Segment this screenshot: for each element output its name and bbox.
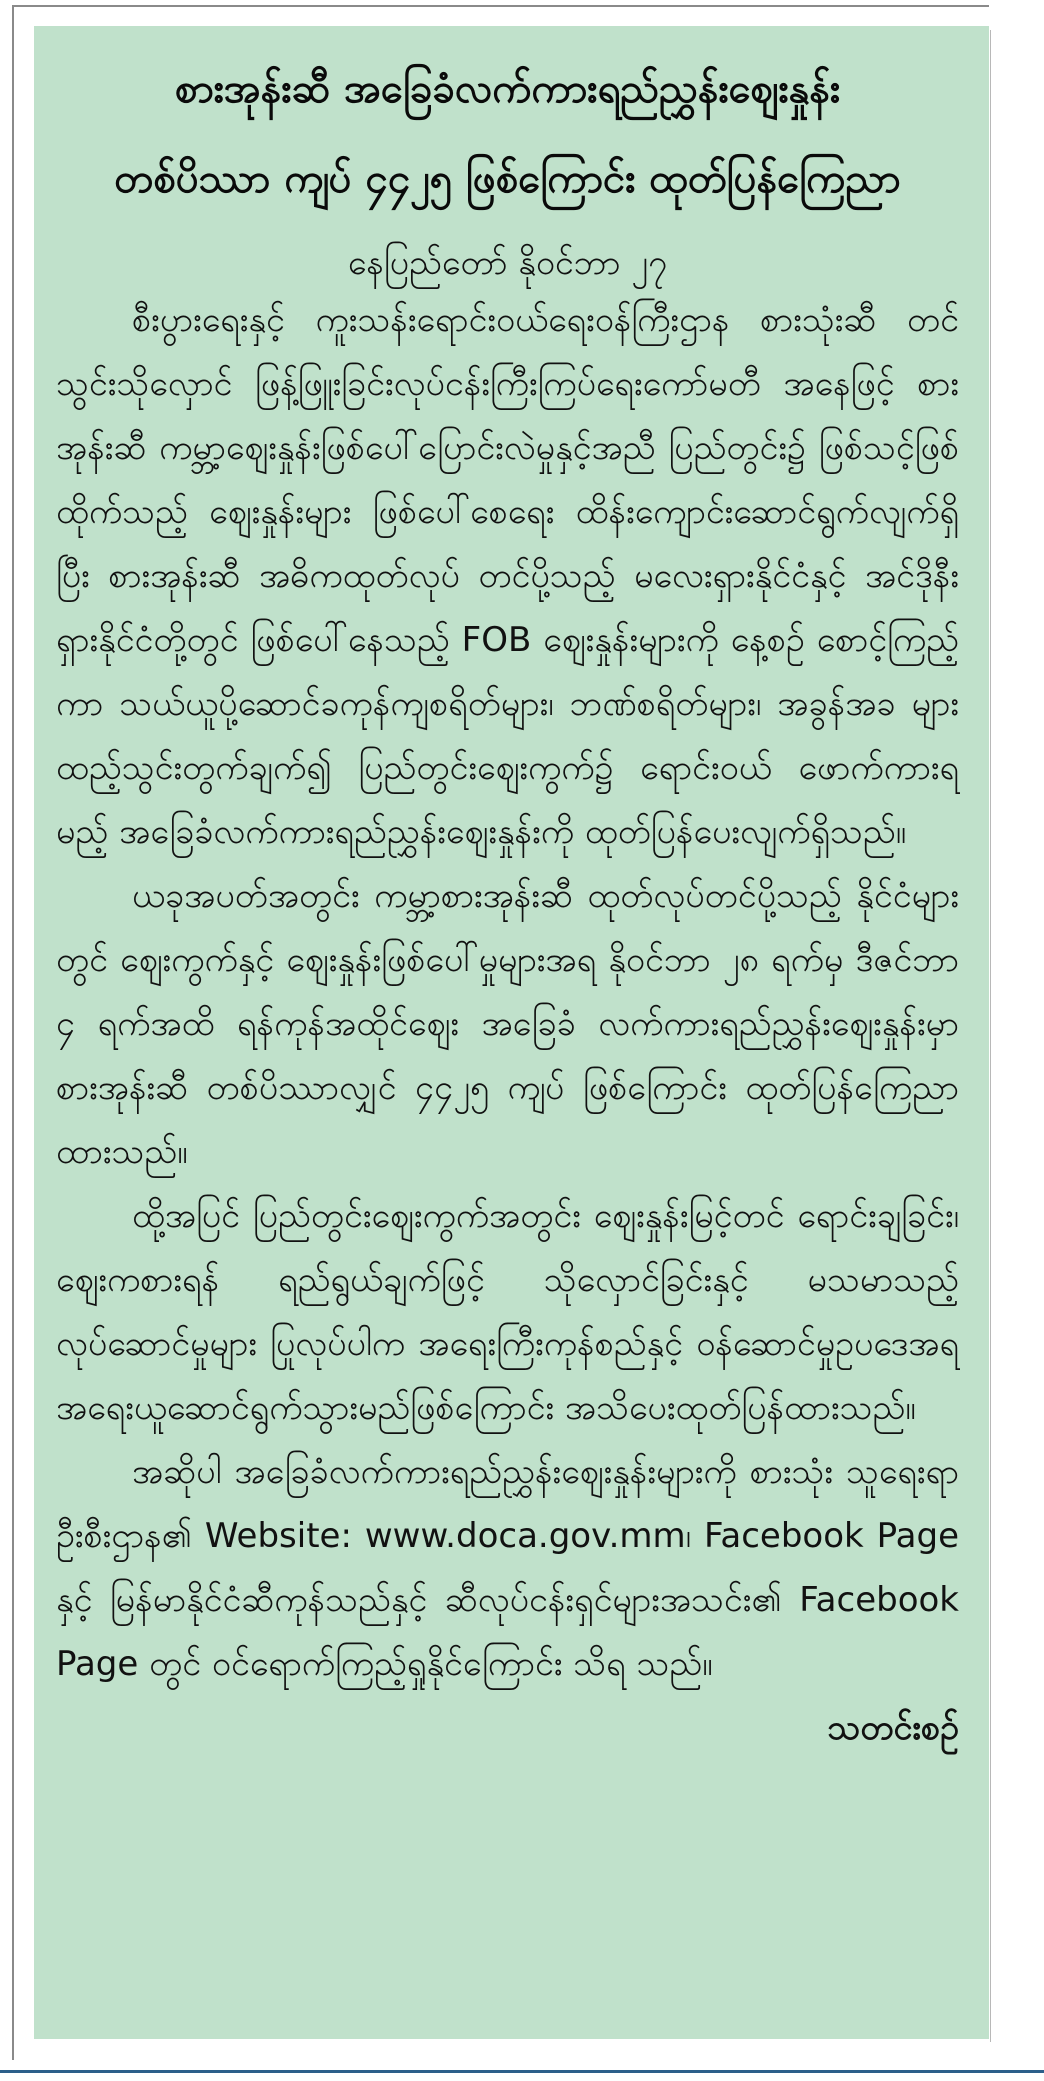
article-paragraph-4: အဆိုပါ အခြေခံလက်ကားရည်ညွှန်းဈေးနှုန်းများကို စားသုံး သူရေးရာဦးစီးဌာန၏ Website: www.doca.gov.mm၊ Facebook Page နှင့် မြန်မာနိုင်ငံဆီကုန်သည်နှင့် ဆီလုပ်ငန်းရှင်များအသင်း၏ Facebook Page တွင် ဝင်ရောက်ကြည့်ရှုနိုင်ကြောင်း သိရ သည်။ — [56, 1452, 959, 1684]
article-paragraph-2: ယခုအပတ်အတွင်း ကမ္ဘာ့စားအုန်းဆီ ထုတ်လုပ်တင်ပို့သည့် နိုင်ငံများတွင် ဈေးကွက်နှင့် ဈေးနှုန်းဖြစ်ပေါ်မှုများအရ နိုဝင်ဘာ ၂၈ ရက်မှ ဒီဇင်ဘာ ၄ ရက်အထိ ရန်ကုန်အထိုင်ဈေး အခြေခံ လက်ကားရည်ညွှန်းဈေးနှုန်းမှာ စားအုန်းဆီ တစ်ပိဿာလျှင် ၄၄၂၅ ကျပ် ဖြစ်ကြောင်း ထုတ်ပြန်ကြေညာထားသည်။ — [56, 876, 959, 1172]
article-paragraph-3: ထို့အပြင် ပြည်တွင်းဈေးကွက်အတွင်း ဈေးနှုန်းမြင့်တင် ရောင်းချခြင်း၊ ဈေးကစားရန် ရည်ရွယ်ချက်ဖြင့် သိုလှောင်ခြင်းနှင့် မသမာသည့် လုပ်ဆောင်မှုများ ပြုလုပ်ပါက အရေးကြီးကုန်စည်နှင့် ဝန်ဆောင်မှုဥပဒေအရ အရေးယူဆောင်ရွက်သွားမည်ဖြစ်ကြောင်း အသိပေးထုတ်ပြန်ထားသည်။ — [56, 1196, 959, 1428]
right-border-rule — [990, 30, 991, 2042]
headline-line-1: စားအုန်းဆီ အခြေခံလက်ကားရည်ညွှန်းဈေးနှုန်း — [174, 66, 841, 112]
article-paragraph-1: စီးပွားရေးနှင့် ကူးသန်းရောင်းဝယ်ရေးဝန်ကြီးဌာန စားသုံးဆီ တင်သွင်းသိုလှောင် ဖြန့်ဖြူးခြင်းလုပ်ငန်းကြီးကြပ်ရေးကော်မတီ အနေဖြင့် စားအုန်းဆီ ကမ္ဘာ့ဈေးနှုန်းဖြစ်ပေါ်ပြောင်းလဲမှုနှင့်အညီ ပြည်တွင်း၌ ဖြစ်သင့်ဖြစ်ထိုက်သည့် ဈေးနှုန်းများ ဖြစ်ပေါ်စေရေး ထိန်းကျောင်းဆောင်ရွက်လျက်ရှိပြီး စားအုန်းဆီ အဓိကထုတ်လုပ် တင်ပို့သည့် မလေးရှားနိုင်ငံနှင့် အင်ဒိုနီးရှားနိုင်ငံတို့တွင် ဖြစ်ပေါ်နေသည့် FOB ဈေးနှုန်းများကို နေ့စဉ် စောင့်ကြည့်ကာ သယ်ယူပို့ဆောင်ခကုန်ကျစရိတ်များ၊ ဘဏ်စရိတ်များ၊ အခွန်အခ များ ထည့်သွင်းတွက်ချက်၍ ပြည်တွင်းဈေးကွက်၌ ရောင်းဝယ် ဖောက်ကားရမည့် အခြေခံလက်ကားရည်ညွှန်းဈေးနှုန်းကို ထုတ်ပြန်ပေးလျက်ရှိသည်။ — [56, 300, 959, 852]
left-border-rule — [12, 5, 14, 2060]
byline: သတင်းစဉ် — [827, 1708, 959, 1748]
headline-line-2: တစ်ပိဿာ ကျပ် ၄၄၂၅ ဖြစ်ကြောင်း ထုတ်ပြန်ကြေညာ — [114, 156, 901, 202]
dateline: နေပြည်တော် နိုဝင်ဘာ ၂၇ — [347, 243, 668, 283]
top-border-rule — [14, 5, 989, 7]
bottom-border-rule — [0, 2070, 1044, 2073]
article-panel — [34, 26, 989, 2039]
